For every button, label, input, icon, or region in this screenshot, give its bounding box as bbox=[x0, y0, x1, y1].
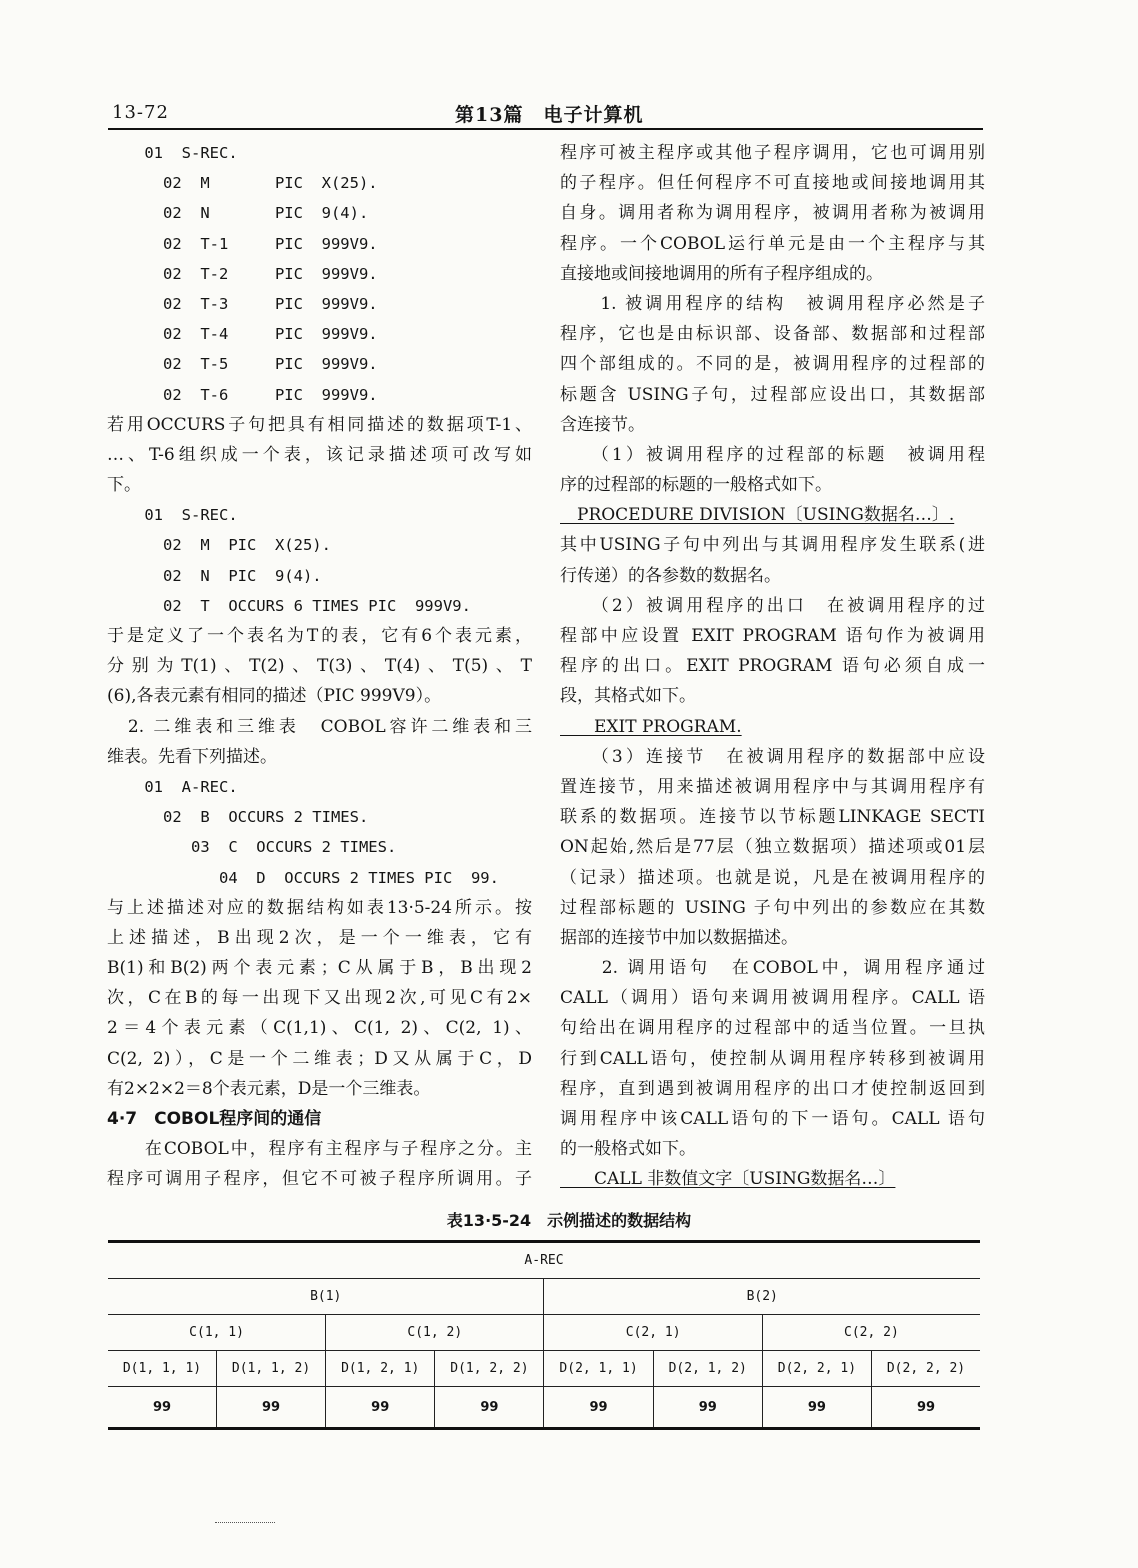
text-line: （记录）描述项。也就是说，凡是在被调用程序的 bbox=[560, 867, 985, 888]
text-line: EXIT PROGRAM. bbox=[560, 716, 742, 737]
text-line: 在COBOL中，程序有主程序与子程序之分。主 bbox=[107, 1139, 532, 1160]
table-d-cell: D(1, 2, 1) bbox=[326, 1351, 435, 1387]
table-value-cell: 99 bbox=[544, 1387, 653, 1429]
left-column bbox=[107, 138, 532, 1195]
text-line: 程序可被主程序或其他子程序调用，它也可调用别 bbox=[560, 143, 985, 163]
table-b-cell: B(2) bbox=[544, 1279, 980, 1315]
text-line: (6),各表元素有相同的描述（PIC 999V9）。 bbox=[107, 686, 442, 707]
table-root-cell: A-REC bbox=[524, 1253, 564, 1268]
table-d-cell: D(2, 2, 1) bbox=[762, 1351, 871, 1387]
text-line: 上述描述，B出现2次，是一个一维表，它有 bbox=[107, 927, 532, 948]
text-line: 程部中应设置 EXIT PROGRAM 语句作为被调用 bbox=[560, 626, 985, 646]
text-line: 自身。调用者称为调用程序，被调用者称为被调用 bbox=[560, 203, 985, 224]
text-line: 调用程序中该CALL语句的下一语句。CALL 语句 bbox=[560, 1109, 985, 1129]
text-line: 程序的出口。EXIT PROGRAM 语句必须自成一 bbox=[560, 656, 985, 677]
text-line: PROCEDURE DIVISION〔USING数据名…〕. bbox=[560, 505, 955, 526]
table-value-cell: 99 bbox=[762, 1387, 871, 1429]
code-line: 02 M PIC X(25). bbox=[107, 536, 331, 555]
text-line: ON起始,然后是77层（独立数据项）描述项或01层 bbox=[560, 837, 985, 858]
code-line: 02 T-5 PIC 999V9. bbox=[107, 355, 378, 374]
code-line: 02 T OCCURS 6 TIMES PIC 999V9. bbox=[107, 596, 471, 615]
text-line: 与上述描述对应的数据结构如表13·5-24所示。按 bbox=[107, 897, 532, 918]
text-line: 过程部标题的 USING 子句中列出的参数应在其数 bbox=[560, 897, 985, 918]
table-value-cell: 99 bbox=[326, 1387, 435, 1429]
text-line: 其中USING子句中列出与其调用程序发生联系(进 bbox=[560, 535, 985, 556]
text-line: …、T-6组织成一个表，该记录描述项可改写如 bbox=[107, 444, 532, 465]
table-value-cell: 99 bbox=[872, 1387, 981, 1429]
page-number: 13-72 bbox=[112, 102, 169, 123]
code-line: 02 T-3 PIC 999V9. bbox=[107, 294, 378, 313]
table-d-cell: D(2, 1, 2) bbox=[653, 1351, 762, 1387]
text-line: 的子程序。但任何程序不可直接地或间接地调用其 bbox=[560, 173, 985, 194]
text-line: 维表。先看下列描述。 bbox=[107, 746, 277, 767]
text-line: 的一般格式如下。 bbox=[560, 1139, 696, 1160]
text-line: 直接地或间接地调用的所有子程序组成的。 bbox=[560, 263, 883, 284]
text-line: 行传递）的各参数的数据名。 bbox=[560, 565, 781, 586]
table-value-cell: 99 bbox=[108, 1387, 216, 1429]
code-line: 01 S-REC. bbox=[107, 144, 238, 162]
text-line: 分别为T(1)、T(2)、T(3)、T(4)、T(5)、T bbox=[107, 656, 532, 677]
table-d-cell: D(1, 2, 2) bbox=[435, 1351, 544, 1387]
table-c-cell: C(1, 2) bbox=[326, 1315, 544, 1351]
text-line: 下。 bbox=[107, 475, 141, 496]
text-line: （1）被调用程序的过程部的标题 被调用程 bbox=[560, 444, 985, 465]
text-line: 1. 被调用程序的结构 被调用程序必然是子 bbox=[560, 293, 985, 314]
table-d-cell: D(2, 1, 1) bbox=[544, 1351, 653, 1387]
text-line: 四个部组成的。不同的是，被调用程序的过程部的 bbox=[560, 354, 985, 375]
table-c-cell: C(2, 2) bbox=[762, 1315, 980, 1351]
code-line: 03 C OCCURS 2 TIMES. bbox=[107, 838, 397, 857]
text-line: 若用OCCURS子句把具有相同描述的数据项T-1、 bbox=[107, 414, 532, 435]
code-line: 04 D OCCURS 2 TIMES PIC 99. bbox=[107, 868, 499, 887]
running-title: 第13篇 电子计算机 bbox=[455, 104, 644, 126]
table-c-cell: C(2, 1) bbox=[544, 1315, 762, 1351]
code-line: 02 T-6 PIC 999V9. bbox=[107, 385, 378, 404]
text-line: 序的过程部的标题的一般格式如下。 bbox=[560, 475, 832, 496]
text-line: 含连接节。 bbox=[560, 414, 645, 435]
text-line: 程序，直到遇到被调用程序的出口才使控制返回到 bbox=[560, 1078, 985, 1099]
code-line: 02 T-1 PIC 999V9. bbox=[107, 234, 378, 253]
table-value-cell: 99 bbox=[435, 1387, 544, 1429]
text-line: 行到CALL语句，使控制从调用程序转移到被调用 bbox=[560, 1048, 985, 1069]
text-line: 程序，它也是由标识部、设备部、数据部和过程部 bbox=[560, 324, 985, 345]
text-line: （3）连接节 在被调用程序的数据部中应设 bbox=[560, 746, 985, 767]
header-rule bbox=[108, 128, 983, 130]
text-line: 程序。一个COBOL运行单元是由一个主程序与其 bbox=[560, 233, 985, 254]
text-line: 于是定义了一个表名为T的表，它有6个表元素， bbox=[107, 626, 532, 646]
text-line: 联系的数据项。连接节以节标题LINKAGE SECTI bbox=[560, 807, 985, 828]
text-line: 2. 调用语句 在COBOL中，调用程序通过 bbox=[560, 958, 985, 979]
table-value-cell: 99 bbox=[216, 1387, 325, 1429]
table-d-cell: D(1, 1, 2) bbox=[216, 1351, 325, 1387]
text-line: 2＝4个表元素（C(1,1)、C(1, 2)、C(2, 1)、 bbox=[107, 1018, 532, 1039]
code-line: 02 M PIC X(25). bbox=[107, 174, 378, 193]
text-line: 次，C在B的每一出现下又出现2次,可见C有2× bbox=[107, 988, 532, 1009]
text-line: CALL（调用）语句来调用被调用程序。CALL 语 bbox=[560, 988, 985, 1009]
right-column bbox=[560, 138, 985, 1195]
code-line: 01 S-REC. bbox=[107, 506, 238, 525]
code-line: 01 A-REC. bbox=[107, 777, 238, 796]
code-line: 02 T-4 PIC 999V9. bbox=[107, 325, 378, 344]
table-caption: 表13·5-24 示例描述的数据结构 bbox=[446, 1211, 692, 1230]
code-line: 02 T-2 PIC 999V9. bbox=[107, 264, 378, 283]
code-line: 02 N PIC 9(4). bbox=[107, 566, 322, 585]
text-line: 句给出在调用程序的过程部中的适当位置。一旦执 bbox=[560, 1018, 985, 1039]
text-line: （2）被调用程序的出口 在被调用程序的过 bbox=[560, 595, 985, 616]
table-d-cell: D(1, 1, 1) bbox=[108, 1351, 216, 1387]
section-heading: 4·7 COBOL程序间的通信 bbox=[107, 1109, 322, 1129]
text-line: CALL 非数值文字〔USING数据名…〕 bbox=[560, 1169, 896, 1190]
table-value-cell: 99 bbox=[653, 1387, 762, 1429]
text-line: 2. 二维表和三维表 COBOL容许二维表和三 bbox=[107, 716, 532, 737]
text-line: 据部的连接节中加以数据描述。 bbox=[560, 927, 798, 948]
footer-mark bbox=[215, 1522, 275, 1523]
table-c-cell: C(1, 1) bbox=[108, 1315, 326, 1351]
text-line: 标题含 USING子句，过程部应设出口，其数据部 bbox=[560, 384, 985, 405]
text-line: B(1)和B(2)两个表元素；C从属于B，B出现2 bbox=[107, 958, 532, 979]
text-line: 有2×2×2＝8个表元素，D是一个三维表。 bbox=[107, 1078, 431, 1099]
text-line: 置连接节，用来描述被调用程序中与其调用程序有 bbox=[560, 776, 985, 797]
data-structure-table bbox=[108, 1240, 980, 1430]
table-d-cell: D(2, 2, 2) bbox=[872, 1351, 981, 1387]
table-b-cell: B(1) bbox=[108, 1279, 544, 1315]
code-line: 02 N PIC 9(4). bbox=[107, 204, 369, 223]
text-line: C(2, 2)），C是一个二维表；D又从属于C，D bbox=[107, 1048, 532, 1069]
text-line: 段，其格式如下。 bbox=[560, 686, 696, 707]
code-line: 02 B OCCURS 2 TIMES. bbox=[107, 808, 369, 827]
text-line: 程序可调用子程序，但它不可被子程序所调用。子 bbox=[107, 1169, 532, 1190]
